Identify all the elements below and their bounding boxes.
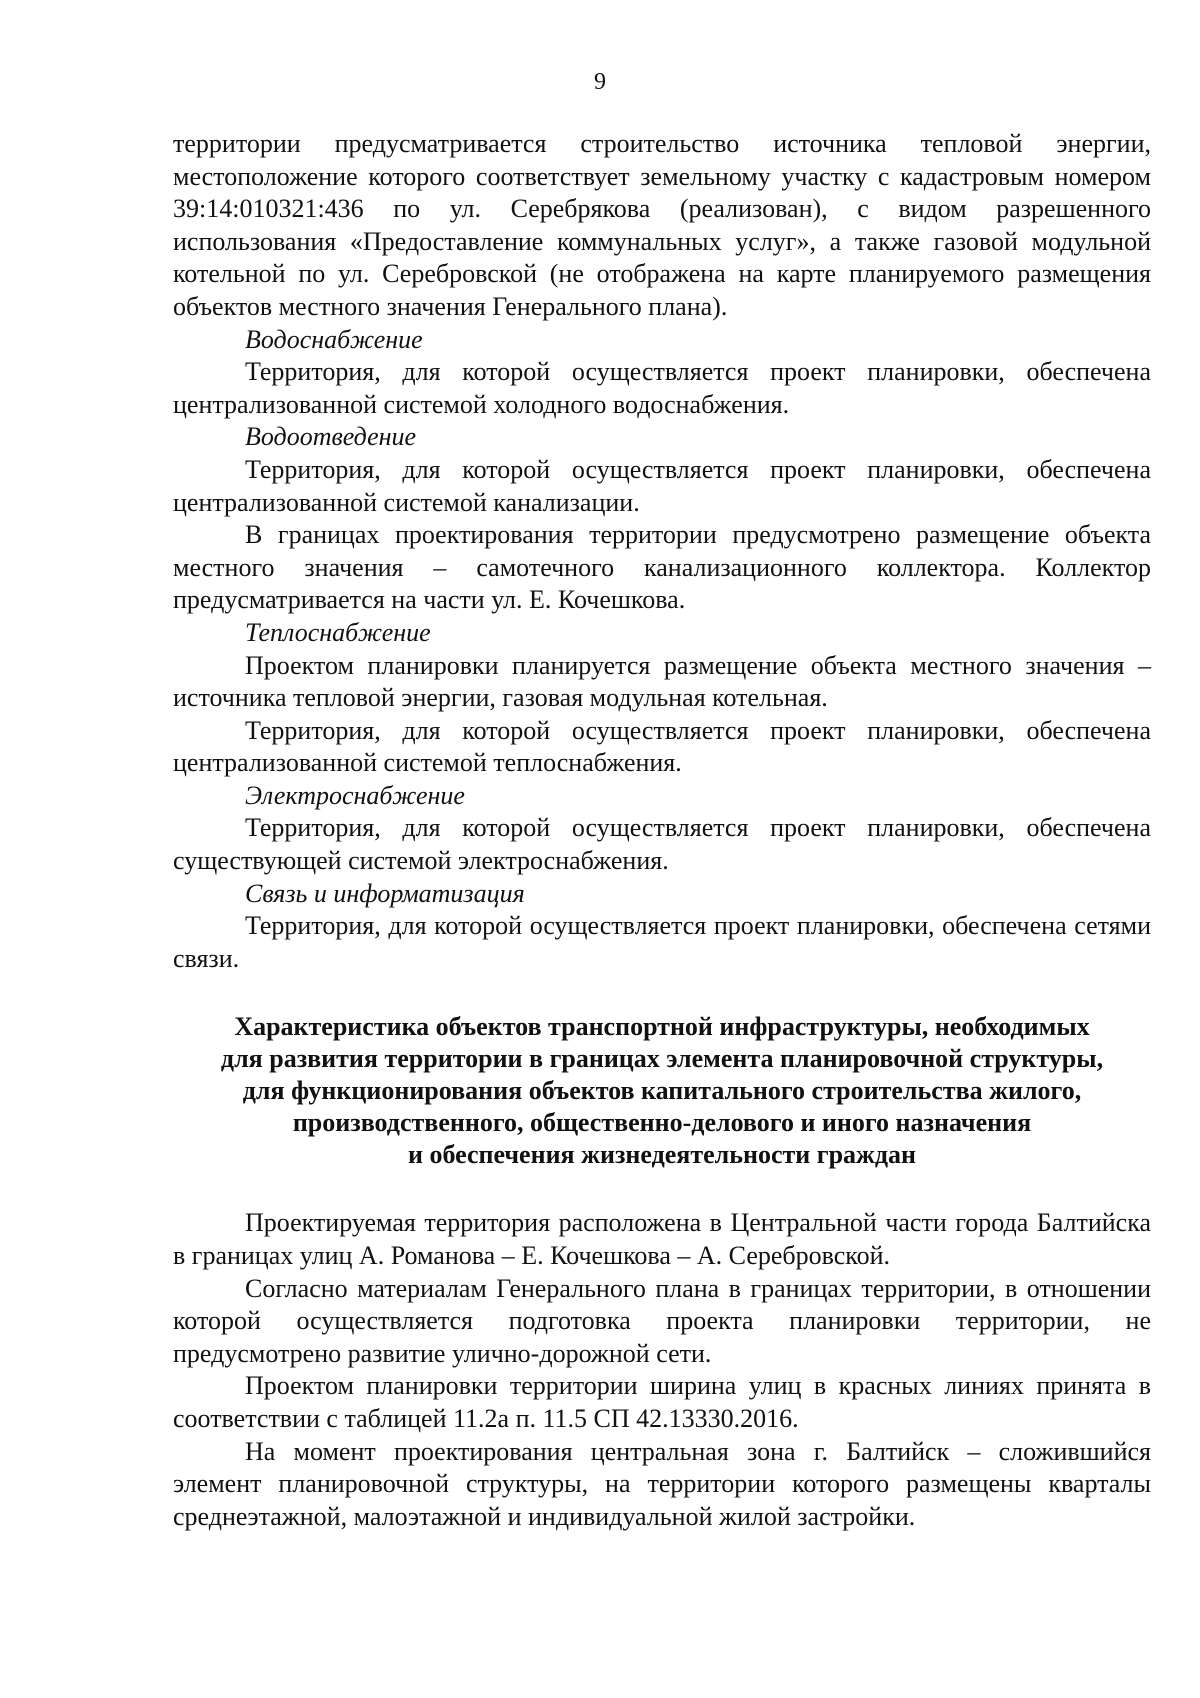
- paragraph: В границах проектирования территории предусмотрено размещение объекта местного значения – самотечного канализационного коллектора. Коллектор предусматривается на части ул. Е. Кочешкова.: [173, 520, 1151, 615]
- spacer: [173, 1171, 1151, 1207]
- document-body: [173, 128, 1151, 1533]
- section-subheading-heat-supply: Теплоснабжение: [245, 617, 431, 647]
- heading-line: Характеристика объектов транспортной инфраструктуры, необходимых: [234, 1012, 1090, 1042]
- heading-line: для функционирования объектов капитального строительства жилого,: [242, 1076, 1082, 1106]
- paragraph: Проектом планировки территории ширина улиц в красных линиях принята в соответствии с таблицей 11.2а п. 11.5 СП 42.13330.2016.: [173, 1371, 1151, 1433]
- paragraph: Территория, для которой осуществляется проект планировки, обеспечена централизованной системой канализации.: [173, 454, 1151, 517]
- paragraph: Территория, для которой осуществляется проект планировки, обеспечена сетями связи.: [173, 911, 1151, 973]
- section-subheading-water-supply: Водоснабжение: [245, 324, 423, 354]
- page-number: 9: [594, 69, 606, 95]
- section-subheading-communications: Связь и информатизация: [245, 878, 525, 908]
- heading-line: производственного, общественно-делового и иного назначения: [292, 1108, 1032, 1138]
- section-subheading-power-supply: Электроснабжение: [245, 780, 465, 810]
- heading-line: для развития территории в границах элемента планировочной структуры,: [220, 1044, 1104, 1074]
- spacer: [173, 975, 1151, 1011]
- paragraph: Проектируемая территория расположена в Центральной части города Балтийска в границах улиц А. Романова – Е. Кочешкова – А. Серебровской.: [173, 1208, 1151, 1271]
- paragraph: Территория, для которой осуществляется проект планировки, обеспечена существующей системой электроснабжения.: [173, 813, 1151, 876]
- paragraph: На момент проектирования центральная зона г. Балтийск – сложившийся элемент планировочной структуры, на территории которого размещены кварталы среднеэтажной, малоэтажной и индивидуальной жилой застройки.: [173, 1436, 1151, 1531]
- paragraph: Территория, для которой осуществляется проект планировки, обеспечена централизованной системой холодного водоснабжения.: [173, 357, 1151, 419]
- paragraph: Проектом планировки планируется размещение объекта местного значения – источника тепловой энергии, газовая модульная котельная.: [173, 650, 1151, 713]
- section-subheading-drainage: Водоотведение: [245, 422, 417, 452]
- paragraph: Территория, для которой осуществляется проект планировки, обеспечена централизованной системой теплоснабжения.: [173, 715, 1151, 778]
- section-heading-transport-infrastructure: [173, 1011, 1151, 1171]
- paragraph: территории предусматривается строительство источника тепловой энергии, местоположение которого соответствует земельному участку с кадастровым номером 39:14:010321:436 по ул. Серебрякова (реализован), с видом разрешенного использования «Предоставление коммунальных услуг», а также газовой модульной котельной по ул. Серебровской (не отображена на карте планируемого размещения объектов местного значения Генерального плана).: [173, 129, 1151, 321]
- paragraph: Согласно материалам Генерального плана в границах территории, в отношении которой осуществляется подготовка проекта планировки территории, не предусмотрено развитие улично-дорожной сети.: [173, 1273, 1151, 1368]
- heading-line: и обеспечения жизнедеятельности граждан: [407, 1140, 917, 1170]
